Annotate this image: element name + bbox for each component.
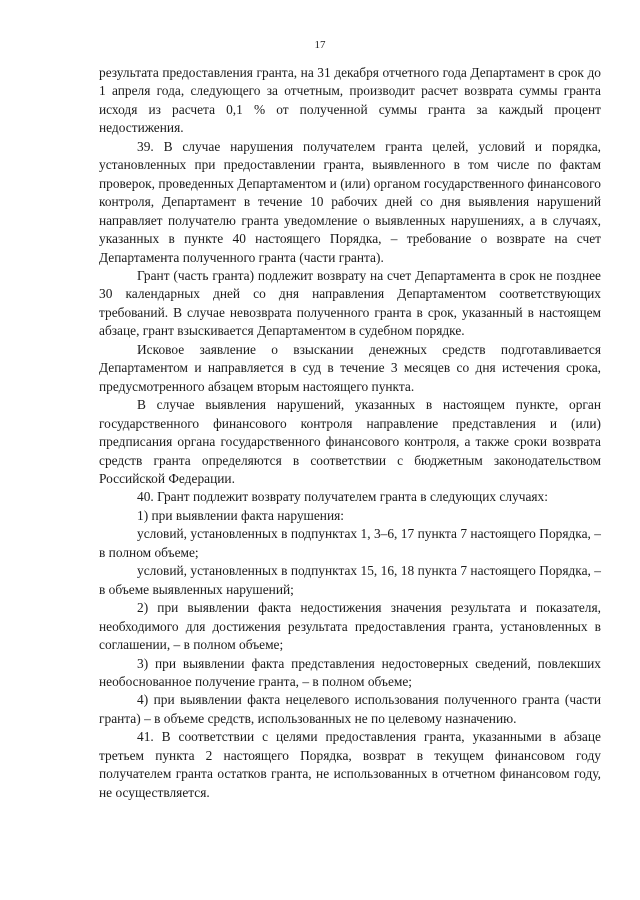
paragraph: условий, установленных в подпунктах 1, 3–6, 17 пункта 7 настоящего Порядка, – в полном объеме; [99, 526, 601, 560]
paragraph: В случае выявления нарушений, указанных в настоящем пункте, орган государственного финансового контроля направление представления и (или) предписания органа государственного финансового контроля, а также сроки возврата средств гранта определяются в соответствии с бюджетным законодательством Российской Федерации. [99, 397, 601, 486]
paragraph: 3) при выявлении факта представления недостоверных сведений, повлекших необоснованное получение гранта, – в полном объеме; [99, 655, 601, 689]
paragraph: 1) при выявлении факта нарушения: [137, 507, 345, 523]
paragraph: 40. Грант подлежит возврату получателем гранта в следующих случаях: [137, 489, 548, 505]
paragraph: 2) при выявлении факта недостижения значения результата и показателя, необходимого для достижения результата предоставления гранта, установленных в соглашении, – в полном объеме; [99, 600, 601, 653]
paragraph: условий, установленных в подпунктах 15, 16, 18 пункта 7 настоящего Порядка, – в объеме выявленных нарушений; [99, 563, 601, 597]
paragraph: 39. В случае нарушения получателем гранта целей, условий и порядка, установленных при предоставлении гранта, выявленного в том числе по фактам проверок, проведенных Департаментом и (или) органом государственного финансового контроля, Департамент в течение 10 рабочих дней со дня выявления нарушений направляет получателю гранта уведомление о выявленных нарушениях, а в случаях, указанных в пункте 40 настоящего Порядка, – требование о возврате на счет Департамента полученного гранта (части гранта). [99, 138, 601, 265]
paragraph: 4) при выявлении факта нецелевого использования полученного гранта (части гранта) – в объеме средств, использованных не по целевому назначению. [99, 692, 601, 726]
paragraph: Грант (часть гранта) подлежит возврату на счет Департамента в срок не позднее 30 календарных дней со дня направления Департаментом соответствующих требований. В случае невозврата полученного гранта в срок, указанный в настоящем абзаце, грант взыскивается Департаментом в судебном порядке. [99, 267, 601, 339]
page-number: 17 [314, 39, 326, 51]
paragraph: 41. В соответствии с целями предоставления гранта, указанными в абзаце третьем пункта 2 настоящего Порядка, возврат в текущем финансовом году получателем гранта остатков гранта, не использованных в отчетном финансовом году, не осуществляется. [99, 729, 601, 800]
paragraph: результата предоставления гранта, на 31 декабря отчетного года Департамент в срок до 1 апреля года, следующего за отчетным, производит расчет возврата суммы гранта исходя из расчета 0,1 % от полученной суммы гранта за каждый процент недостижения. [99, 65, 601, 136]
document-body [99, 64, 601, 802]
paragraph: Исковое заявление о взыскании денежных средств подготавливается Департаментом и направляется в суд в течение 3 месяцев со дня истечения срока, предусмотренного абзацем вторым настоящего пункта. [99, 341, 601, 394]
